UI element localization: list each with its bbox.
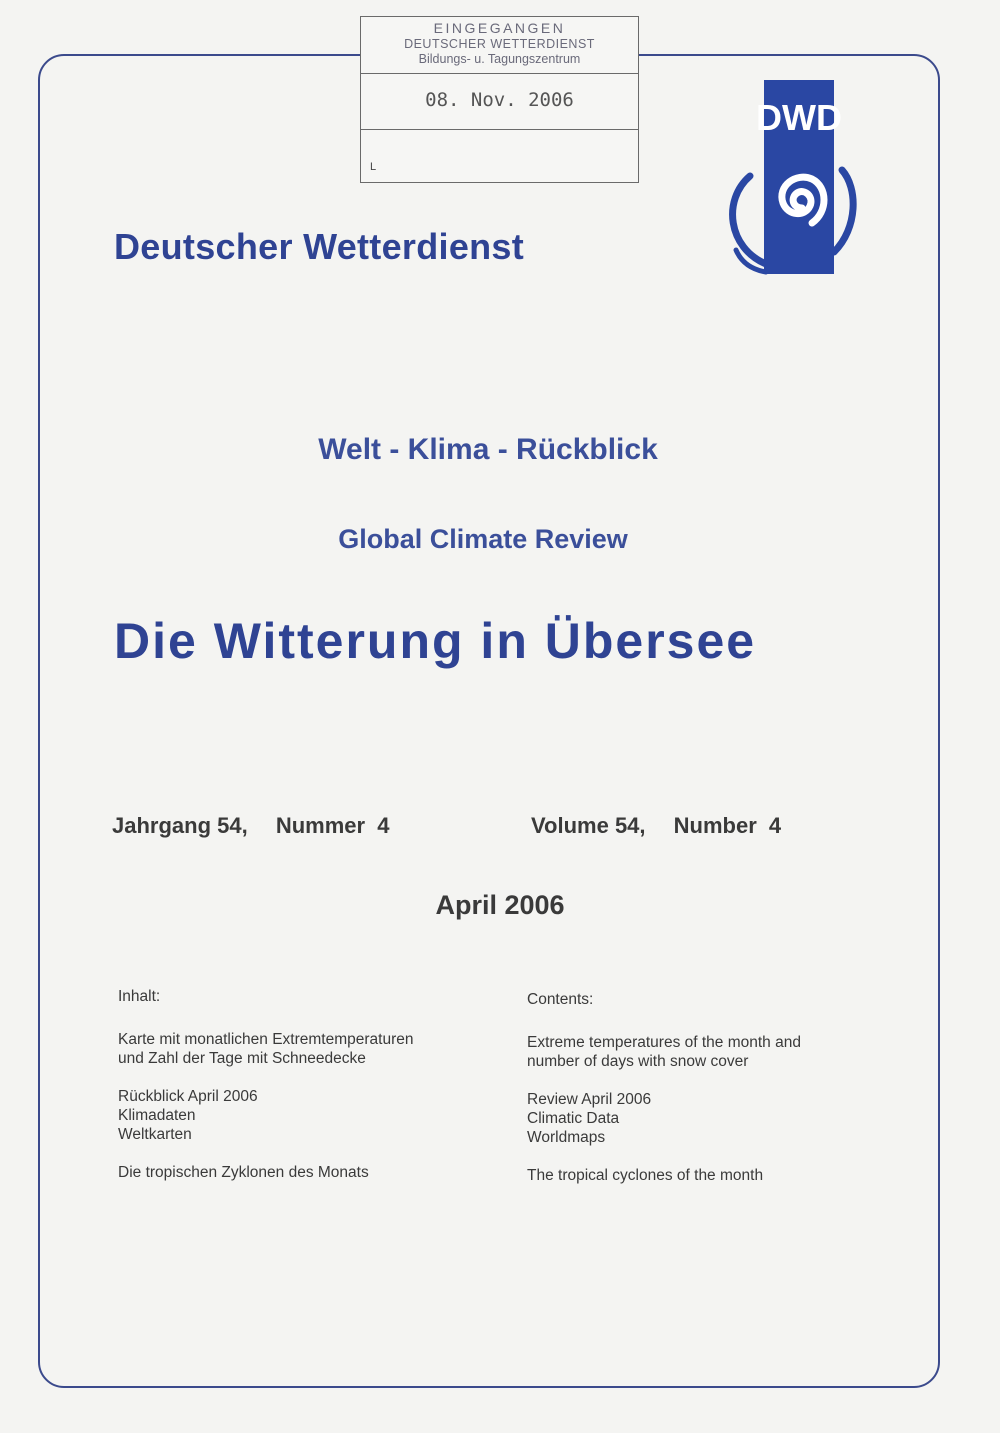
- contents-german: [118, 987, 413, 1201]
- stamp-line-received: EINGEGANGEN: [433, 20, 566, 36]
- contents-german-item: Karte mit monatlichen Extremtemperaturen: [118, 1031, 414, 1048]
- volume-german-number-label: Nummer: [275, 813, 366, 838]
- stamp-mark: L: [370, 161, 377, 173]
- stamp-line-org: DEUTSCHER WETTERDIENST: [404, 37, 595, 51]
- volume-english-label: Volume 54,: [531, 813, 646, 838]
- contents-german-heading: Inhalt:: [118, 988, 161, 1005]
- contents-german-item: Die tropischen Zyklonen des Monats: [118, 1164, 369, 1181]
- issue-month: April 2006: [435, 890, 565, 920]
- contents-german-group: [118, 1030, 413, 1068]
- contents-english-group: [527, 1166, 801, 1185]
- contents-english-group: [527, 1033, 801, 1071]
- stamp-date: 08. Nov. 2006: [425, 89, 574, 111]
- logo-text: DWD: [756, 97, 842, 138]
- received-stamp: [360, 16, 639, 183]
- volume-english-number: 4: [768, 813, 782, 838]
- title-german: Welt - Klima - Rückblick: [318, 433, 658, 466]
- contents-english-item: The tropical cyclones of the month: [527, 1167, 764, 1184]
- contents-german-group: [118, 1163, 413, 1182]
- volume-english: [531, 813, 781, 839]
- organization-name: Deutscher Wetterdienst: [114, 226, 525, 267]
- volume-german-label: Jahrgang 54,: [112, 813, 248, 838]
- title-english: Global Climate Review: [338, 524, 628, 554]
- contents-german-group: [118, 1087, 413, 1144]
- contents-english-heading: Contents:: [527, 991, 594, 1008]
- contents-english-item: Worldmaps: [527, 1129, 606, 1146]
- volume-english-number-label: Number: [673, 813, 757, 838]
- stamp-divider: [361, 73, 638, 74]
- contents-english: [527, 990, 801, 1204]
- stamp-line-dept: Bildungs- u. Tagungszentrum: [418, 52, 581, 66]
- dwd-spiral-logo-icon: [706, 80, 866, 280]
- contents-english-item: Review April 2006: [527, 1091, 652, 1108]
- contents-english-item: number of days with snow cover: [527, 1053, 749, 1070]
- volume-german-number: 4: [377, 813, 390, 838]
- stamp-divider: [361, 129, 638, 130]
- main-title: Die Witterung in Übersee: [114, 613, 757, 669]
- contents-english-item: Extreme temperatures of the month and: [527, 1034, 801, 1051]
- contents-english-item: Climatic Data: [527, 1110, 620, 1127]
- volume-german: [112, 813, 389, 839]
- contents-german-item: Weltkarten: [118, 1126, 192, 1143]
- contents-german-item: Rückblick April 2006: [118, 1088, 258, 1105]
- contents-german-item: Klimadaten: [118, 1107, 196, 1124]
- contents-german-item: und Zahl der Tage mit Schneedecke: [118, 1050, 366, 1067]
- contents-english-group: [527, 1090, 801, 1147]
